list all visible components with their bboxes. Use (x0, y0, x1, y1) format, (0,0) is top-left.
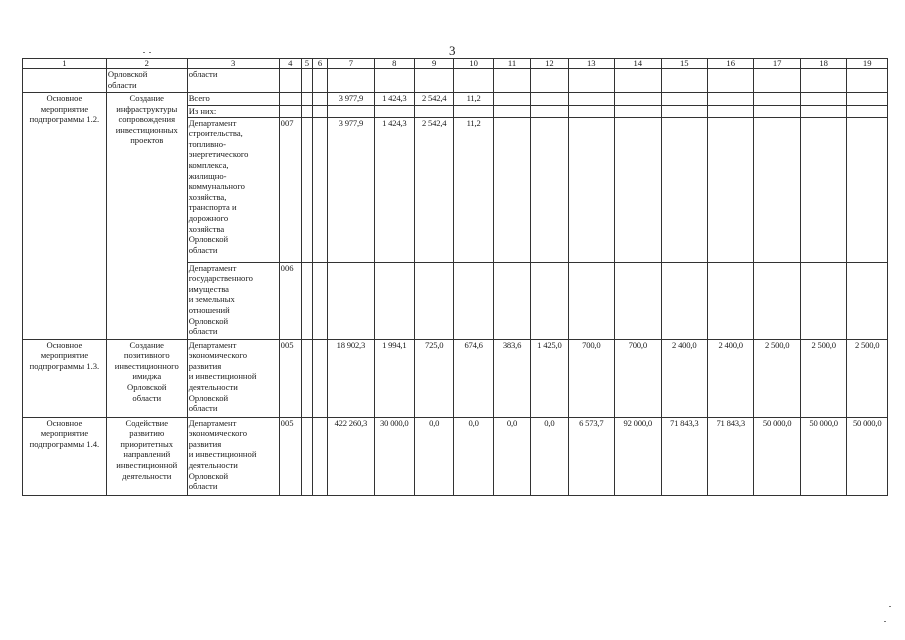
table-cell (615, 106, 661, 118)
table-cell (415, 262, 454, 339)
table-cell (661, 93, 707, 106)
table-cell (800, 117, 846, 262)
table-cell (328, 106, 374, 118)
table-cell: 2 500,0 (847, 339, 888, 417)
scan-speck (889, 606, 891, 607)
table-cell: 2 542,4 (415, 117, 454, 262)
table-cell (279, 69, 301, 93)
table-cell (415, 69, 454, 93)
table-cell (301, 117, 312, 262)
table-cell: Из них: (187, 106, 279, 118)
table-cell (800, 106, 846, 118)
column-number: 17 (754, 59, 800, 69)
table-cell: 3 977,9 (328, 93, 374, 106)
table-cell: 2 400,0 (661, 339, 707, 417)
table-cell (568, 69, 614, 93)
table-cell (800, 93, 846, 106)
table-cell (531, 69, 568, 93)
table-cell (707, 69, 753, 93)
table-cell (531, 262, 568, 339)
table-cell (454, 262, 493, 339)
table-cell (312, 69, 327, 93)
table-cell: 700,0 (615, 339, 661, 417)
table-cell: 0,0 (415, 417, 454, 495)
table-cell (615, 69, 661, 93)
activity-label-1-3: Основное мероприятие подпрограммы 1.3. (23, 339, 107, 417)
table-cell: 2 542,4 (415, 93, 454, 106)
activity-label-1-2: Основное мероприятие подпрограммы 1.2. (23, 93, 107, 340)
table-cell (707, 93, 753, 106)
department-cell: Департамент государственного имущества и земельных отношений Орловской области (187, 262, 279, 339)
table-cell: 422 260,3 (328, 417, 374, 495)
column-number: 1 (23, 59, 107, 69)
page-number: 3 (449, 43, 456, 58)
table-cell (312, 93, 327, 106)
table-cell (568, 117, 614, 262)
table-cell (754, 262, 800, 339)
table-cell (374, 106, 414, 118)
table-cell (312, 339, 327, 417)
column-number: 9 (415, 59, 454, 69)
activity-title-1-3: Создание позитивного инвестиционного имиджа Орловской области (106, 339, 187, 417)
table-cell (531, 117, 568, 262)
scan-speck (884, 621, 886, 622)
table-cell (328, 69, 374, 93)
activity-title-1-4: Содействие развитию приоритетных направлений инвестиционной деятельности (106, 417, 187, 495)
table-cell: 2 500,0 (754, 339, 800, 417)
table-cell (312, 417, 327, 495)
column-number: 4 (279, 59, 301, 69)
table-cell: 0,0 (454, 417, 493, 495)
table-cell (301, 339, 312, 417)
table-cell (493, 93, 530, 106)
table-cell: 006 (279, 262, 301, 339)
table-cell (568, 106, 614, 118)
table-cell (374, 69, 414, 93)
table-cell: 005 (279, 339, 301, 417)
table-cell (661, 106, 707, 118)
table-cell (800, 69, 846, 93)
table-cell (493, 106, 530, 118)
column-number: 14 (615, 59, 661, 69)
table-cell (847, 262, 888, 339)
table-cell: области (187, 69, 279, 93)
table-row-carry (23, 69, 888, 93)
table-cell (800, 262, 846, 339)
table-cell (661, 262, 707, 339)
table-cell: 0,0 (531, 417, 568, 495)
scan-speck (143, 52, 145, 53)
table-cell (279, 106, 301, 118)
table-cell (374, 262, 414, 339)
table-row-1-4 (23, 417, 888, 495)
column-number: 19 (847, 59, 888, 69)
table-cell (493, 262, 530, 339)
column-number: 11 (493, 59, 530, 69)
table-cell (707, 106, 753, 118)
column-number: 18 (800, 59, 846, 69)
table-cell (312, 106, 327, 118)
table-cell: 71 843,3 (661, 417, 707, 495)
table-cell (415, 106, 454, 118)
table-cell: 50 000,0 (800, 417, 846, 495)
column-number-row (23, 59, 888, 69)
table-cell (493, 69, 530, 93)
table-cell: 50 000,0 (847, 417, 888, 495)
table-cell: 725,0 (415, 339, 454, 417)
table-cell (661, 69, 707, 93)
activity-label-1-4: Основное мероприятие подпрограммы 1.4. (23, 417, 107, 495)
table-cell: 18 902,3 (328, 339, 374, 417)
table-cell: 1 424,3 (374, 117, 414, 262)
table-cell (312, 262, 327, 339)
table-cell (312, 117, 327, 262)
table-cell (707, 262, 753, 339)
column-number: 5 (301, 59, 312, 69)
table-cell: 1 994,1 (374, 339, 414, 417)
table-cell: 30 000,0 (374, 417, 414, 495)
table-cell (454, 106, 493, 118)
department-cell: Департамент экономического развития и инвестиционной деятельности Орловской области (187, 339, 279, 417)
table-cell (615, 93, 661, 106)
table-cell (615, 117, 661, 262)
column-number: 2 (106, 59, 187, 69)
table-cell (454, 69, 493, 93)
budget-table (22, 58, 888, 496)
table-cell (328, 262, 374, 339)
table-cell (301, 262, 312, 339)
table-cell (754, 93, 800, 106)
table-cell (279, 93, 301, 106)
table-cell (847, 117, 888, 262)
column-number: 10 (454, 59, 493, 69)
table-cell: 6 573,7 (568, 417, 614, 495)
table-cell: 50 000,0 (754, 417, 800, 495)
table-cell (754, 117, 800, 262)
table-cell (531, 93, 568, 106)
column-number: 6 (312, 59, 327, 69)
table-cell (847, 69, 888, 93)
column-number: 15 (661, 59, 707, 69)
table-cell (847, 106, 888, 118)
table-cell (754, 106, 800, 118)
table-cell (661, 117, 707, 262)
table-cell (301, 417, 312, 495)
table-cell: 2 500,0 (800, 339, 846, 417)
table-cell (301, 106, 312, 118)
table-cell (615, 262, 661, 339)
table-cell: 383,6 (493, 339, 530, 417)
table-cell (301, 93, 312, 106)
table-cell (568, 93, 614, 106)
table-cell (23, 69, 107, 93)
table-cell: 71 843,3 (707, 417, 753, 495)
table-cell (531, 106, 568, 118)
column-number: 13 (568, 59, 614, 69)
department-cell: Департамент строительства, топливно- энергетического комплекса, жилищно- коммунального хозяйства, транспорта и дорожного хозяйства Орловской области (187, 117, 279, 262)
table-cell (493, 117, 530, 262)
table-cell: 674,6 (454, 339, 493, 417)
table-cell: 92 000,0 (615, 417, 661, 495)
scan-speck (149, 52, 151, 53)
table-row-1-3 (23, 339, 888, 417)
column-number: 3 (187, 59, 279, 69)
table-row-1-2-total (23, 93, 888, 106)
table-cell: 0,0 (493, 417, 530, 495)
table-cell (301, 69, 312, 93)
column-number: 8 (374, 59, 414, 69)
table-cell (707, 117, 753, 262)
table-cell: 2 400,0 (707, 339, 753, 417)
table-cell: 700,0 (568, 339, 614, 417)
department-cell: Департамент экономического развития и инвестиционной деятельности Орловской области (187, 417, 279, 495)
activity-title-1-2: Создание инфраструктуры сопровождения инвестиционных проектов (106, 93, 187, 340)
table-cell (568, 262, 614, 339)
table-cell: 11,2 (454, 117, 493, 262)
table-cell: 1 424,3 (374, 93, 414, 106)
column-number: 7 (328, 59, 374, 69)
column-number: 16 (707, 59, 753, 69)
table-cell: 1 425,0 (531, 339, 568, 417)
table-cell: 3 977,9 (328, 117, 374, 262)
table-cell: 11,2 (454, 93, 493, 106)
table-cell (847, 93, 888, 106)
table-cell: 005 (279, 417, 301, 495)
table-cell: Орловской области (106, 69, 187, 93)
column-number: 12 (531, 59, 568, 69)
table-cell: 007 (279, 117, 301, 262)
table-cell (754, 69, 800, 93)
table-cell: Всего (187, 93, 279, 106)
